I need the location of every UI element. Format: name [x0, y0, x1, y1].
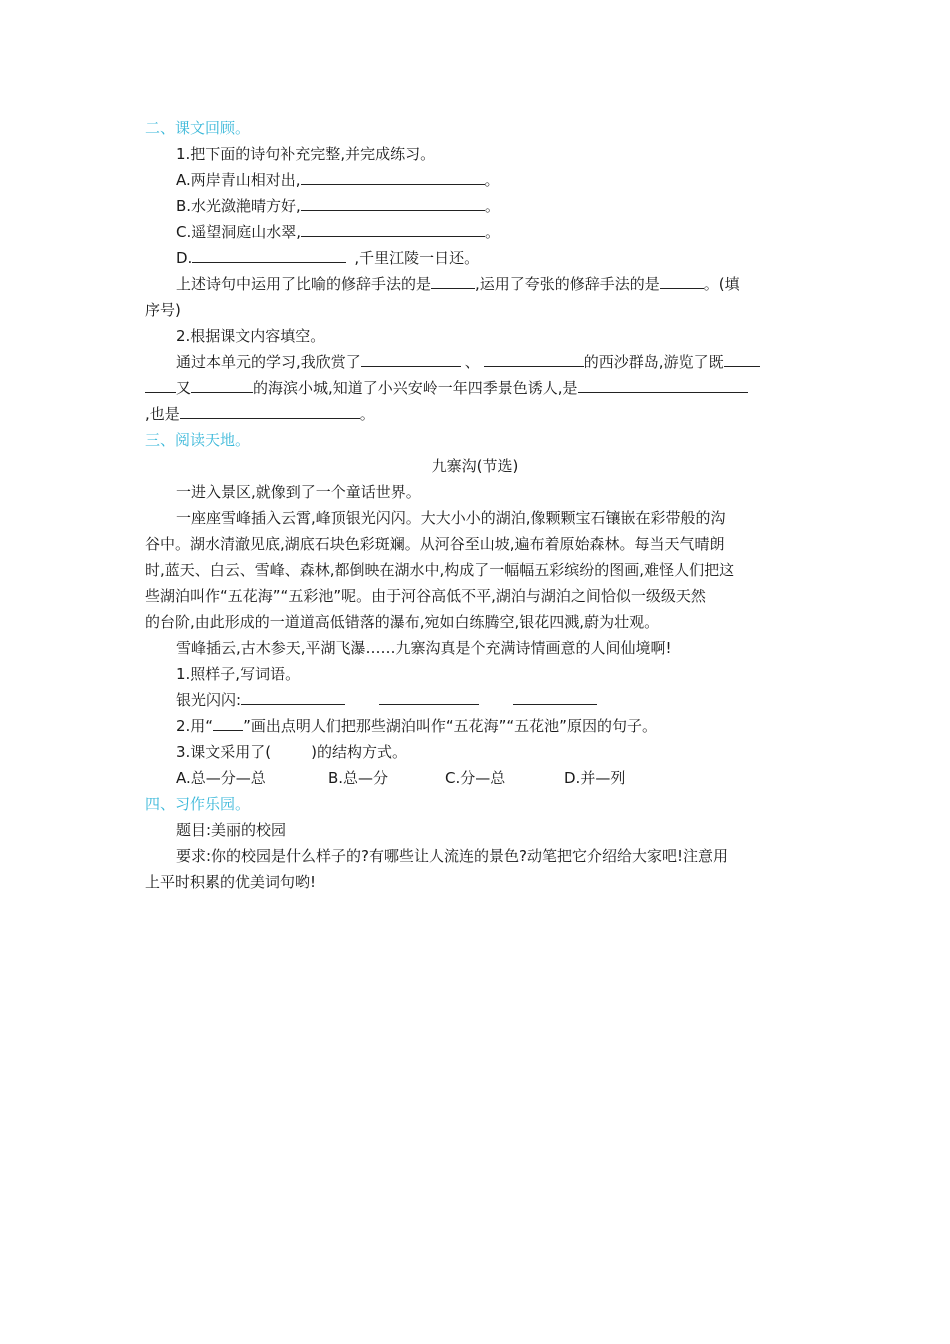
- option-a[interactable]: A.总—分—总: [176, 769, 266, 787]
- option-c[interactable]: C.分—总: [445, 769, 506, 787]
- reading-question-3: [176, 740, 407, 764]
- fill-3-text-b: 。: [359, 405, 375, 423]
- writing-topic: 题目:美丽的校园: [176, 821, 287, 839]
- answer-blank[interactable]: [484, 350, 584, 367]
- answer-blank[interactable]: [301, 194, 485, 211]
- answer-blank[interactable]: [431, 272, 475, 289]
- poem-line-b: [176, 194, 500, 218]
- option-d[interactable]: D.并—列: [564, 769, 626, 787]
- fill-line-3: [145, 402, 375, 426]
- passage-paragraph-2-line-1: 一座座雪峰插入云霄,峰顶银光闪闪。大大小小的湖泊,像颗颗宝石镶嵌在彩带般的沟: [176, 509, 726, 527]
- poem-b-text: B.水光潋滟晴方好,: [176, 197, 301, 215]
- rhetoric-text-a: 上述诗句中运用了比喻的修辞手法的是: [176, 275, 432, 293]
- fill-3-text-a: ,也是: [145, 405, 180, 423]
- passage-paragraph-2-line-4: 些湖泊叫作“五花海”“五彩池”呢。由于河谷高低不平,湖泊与湖泊之间恰似一级级天然: [145, 587, 706, 605]
- answer-blank[interactable]: [191, 376, 253, 393]
- answer-blank[interactable]: [241, 688, 345, 705]
- answer-blank[interactable]: [513, 688, 597, 705]
- fill-1-text-c: 的西沙群岛,游览了既: [583, 353, 724, 371]
- answer-blank[interactable]: [578, 376, 748, 393]
- rhetoric-text-b: ,运用了夸张的修辞手法的是: [475, 275, 660, 293]
- passage-paragraph-2-line-5: 的台阶,由此形成的一道道高低错落的瀑布,宛如白练腾空,银花四溅,蔚为壮观。: [145, 613, 660, 631]
- answer-blank[interactable]: [180, 402, 360, 419]
- passage-title: 九寨沟(节选): [431, 457, 519, 475]
- section-heading-writing: 四、习作乐园。: [145, 795, 251, 813]
- fill-2-text-a: 又: [176, 379, 192, 397]
- answer-options: [176, 766, 676, 790]
- passage-paragraph-3: 雪峰插云,古木参天,平湖飞瀑……九寨沟真是个充满诗情画意的人间仙境啊!: [176, 639, 672, 657]
- poem-c-period: 。: [485, 223, 501, 241]
- reading-question-1: 1.照样子,写词语。: [176, 665, 301, 683]
- fill-line-2: [145, 376, 748, 400]
- section-heading-reading: 三、阅读天地。: [145, 431, 251, 449]
- fill-line-1: [176, 350, 760, 374]
- rhetoric-text-c: 。(填: [703, 275, 740, 293]
- option-b[interactable]: B.总—分: [328, 769, 389, 787]
- poem-a-text: A.两岸青山相对出,: [176, 171, 301, 189]
- poem-c-text: C.遥望洞庭山水翠,: [176, 223, 302, 241]
- poem-line-c: [176, 220, 500, 244]
- answer-blank[interactable]: [145, 376, 176, 393]
- q3-text-b: )的结构方式。: [311, 743, 408, 761]
- passage-paragraph-2-line-2: 谷中。湖水清澈见底,湖底石块色彩斑斓。从河谷至山坡,遍布着原始森林。每当天气晴朗: [145, 535, 725, 553]
- underline-sample: [213, 714, 243, 731]
- poem-d-suffix: ,千里江陵一日还。: [354, 249, 480, 267]
- fill-1-text-b: 、: [464, 353, 480, 371]
- rhetoric-question-cont: 序号): [145, 301, 181, 319]
- answer-blank[interactable]: [379, 688, 479, 705]
- fill-2-text-b: 的海滨小城,知道了小兴安岭一年四季景色诱人,是: [253, 379, 578, 397]
- writing-requirement-line-2: 上平时积累的优美词句哟!: [145, 873, 317, 891]
- q3-text-a: 3.课文采用了(: [176, 743, 272, 761]
- answer-blank[interactable]: [361, 350, 461, 367]
- passage-paragraph-1: 一进入景区,就像到了一个童话世界。: [176, 483, 421, 501]
- answer-blank[interactable]: [724, 350, 760, 367]
- passage-paragraph-2-line-3: 时,蓝天、白云、雪峰、森林,都倒映在湖水中,构成了一幅幅五彩缤纷的图画,难怪人们把这: [145, 561, 735, 579]
- q2-text-b: ”画出点明人们把那些湖泊叫作“五花海”“五花池”原因的句子。: [243, 717, 657, 735]
- poem-line-d: [176, 246, 479, 270]
- poem-line-a: [176, 168, 500, 192]
- answer-blank[interactable]: [301, 220, 485, 237]
- rhetoric-question: [176, 272, 740, 296]
- poem-d-prefix: D.: [176, 249, 193, 267]
- q2-text-a: 2.用“: [176, 717, 214, 735]
- answer-blank[interactable]: [660, 272, 704, 289]
- poem-a-period: 。: [484, 171, 500, 189]
- reading-question-2: [176, 714, 657, 738]
- answer-blank[interactable]: [192, 246, 346, 263]
- word-example-line: [176, 688, 597, 712]
- poem-b-period: 。: [484, 197, 500, 215]
- writing-requirement-line-1: 要求:你的校园是什么样子的?有哪些让人流连的景色?动笔把它介绍给大家吧!注意用: [176, 847, 728, 865]
- question-1-prompt: 1.把下面的诗句补充完整,并完成练习。: [176, 145, 436, 163]
- question-2-prompt: 2.根据课文内容填空。: [176, 327, 326, 345]
- fill-1-text-a: 通过本单元的学习,我欣赏了: [176, 353, 361, 371]
- answer-blank[interactable]: [301, 168, 485, 185]
- word-example: 银光闪闪:: [176, 691, 242, 709]
- section-heading-review: 二、课文回顾。: [145, 119, 251, 137]
